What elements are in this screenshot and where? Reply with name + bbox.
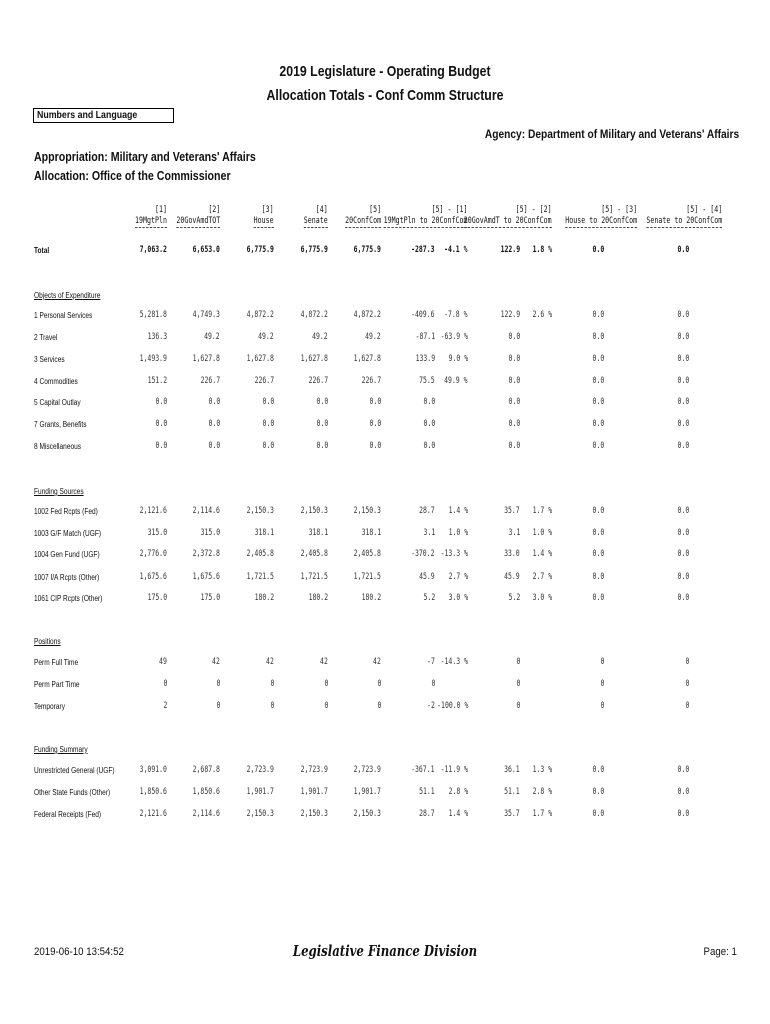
table-cell: -11.9 % <box>440 765 468 775</box>
table-cell: 0.0 <box>316 397 328 407</box>
table-cell: 1.4 % <box>532 549 552 559</box>
column-header-number: [5] <box>369 205 381 215</box>
table-cell: 2,687.8 <box>192 765 220 775</box>
table-cell: 1.7 % <box>532 809 552 819</box>
table-cell: 0.0 <box>592 765 604 775</box>
column-header <box>176 205 220 228</box>
table-cell: 51.1 <box>419 787 435 797</box>
agency-label: Agency: Department of Military and Veterans' Affairs <box>484 127 739 141</box>
table-cell: 0.0 <box>677 593 689 603</box>
table-cell: 0 <box>270 701 274 711</box>
table-cell: 0.0 <box>508 376 520 386</box>
table-cell: 49.2 <box>204 332 220 342</box>
table-cell: 180.2 <box>308 593 328 603</box>
row-label: Perm Full Time <box>34 658 79 667</box>
row-label: Temporary <box>34 702 65 711</box>
row-label: 1004 Gen Fund (UGF) <box>34 550 100 559</box>
table-cell: 0.0 <box>316 419 328 429</box>
table-cell: 0.0 <box>208 441 220 451</box>
table-cell: 42 <box>266 657 274 667</box>
section-heading: Positions <box>34 637 61 646</box>
table-cell: 0.0 <box>262 441 274 451</box>
table-cell: 2,150.3 <box>353 809 381 819</box>
table-cell: 1,901.7 <box>246 787 274 797</box>
table-cell: 226.7 <box>254 376 274 386</box>
table-cell: 0.0 <box>677 765 689 775</box>
table-cell: 0.0 <box>677 397 689 407</box>
table-cell: -367.1 <box>411 765 435 775</box>
table-cell: 1,627.8 <box>353 354 381 364</box>
table-cell: 0.0 <box>592 528 604 538</box>
column-header-name: 19MgtPln <box>135 216 167 226</box>
row-label: Unrestricted General (UGF) <box>34 766 115 775</box>
table-cell: 0.0 <box>508 419 520 429</box>
table-cell: 0 <box>600 679 604 689</box>
table-cell: 1,850.6 <box>192 787 220 797</box>
table-cell: 3.0 % <box>448 593 468 603</box>
table-cell: 1.4 % <box>448 506 468 516</box>
column-header <box>383 205 467 228</box>
table-cell: -7 <box>427 657 435 667</box>
table-cell: 9.0 % <box>448 354 468 364</box>
table-cell: 318.1 <box>254 528 274 538</box>
table-cell: 28.7 <box>419 506 435 516</box>
table-cell: 0 <box>216 701 220 711</box>
table-cell: 226.7 <box>200 376 220 386</box>
table-cell: 5.2 <box>423 593 435 603</box>
row-label: 3 Services <box>34 355 65 364</box>
table-cell: 3.1 <box>423 528 435 538</box>
table-cell: -13.3 % <box>440 549 468 559</box>
table-cell: 0.0 <box>592 354 604 364</box>
table-cell: 0.0 <box>592 376 604 386</box>
table-cell: 4,872.2 <box>300 310 328 320</box>
table-cell: 49.2 <box>312 332 328 342</box>
table-cell: 0 <box>685 679 689 689</box>
table-cell: 1,493.9 <box>139 354 167 364</box>
table-cell: -14.3 % <box>440 657 468 667</box>
table-cell: 4,749.3 <box>192 310 220 320</box>
table-cell: 0 <box>324 679 328 689</box>
table-cell: 0 <box>431 679 435 689</box>
table-cell: 51.1 <box>504 787 520 797</box>
column-header <box>565 205 637 228</box>
table-cell: 0.0 <box>155 419 167 429</box>
row-label: 5 Capital Outlay <box>34 398 81 407</box>
table-cell: 75.5 <box>419 376 435 386</box>
table-cell: 7,063.2 <box>139 245 167 255</box>
table-cell: 1,675.6 <box>139 572 167 582</box>
table-cell: 5.2 <box>508 593 520 603</box>
table-cell: 0 <box>377 701 381 711</box>
table-cell: 0.0 <box>155 441 167 451</box>
table-cell: 0 <box>270 679 274 689</box>
column-header-number: [5] - [1] <box>431 205 467 215</box>
table-cell: 49.2 <box>258 332 274 342</box>
column-header-number: [5] - [2] <box>516 205 552 215</box>
table-cell: 6,653.0 <box>192 245 220 255</box>
table-cell: 0 <box>516 679 520 689</box>
table-cell: 6,775.9 <box>246 245 274 255</box>
table-cell: 0.0 <box>592 572 604 582</box>
table-cell: 2.7 % <box>532 572 552 582</box>
table-cell: 4,872.2 <box>353 310 381 320</box>
table-cell: 0.0 <box>262 419 274 429</box>
table-cell: -87.1 <box>415 332 435 342</box>
table-cell: 2,121.6 <box>139 506 167 516</box>
table-cell: 2,150.3 <box>246 809 274 819</box>
column-header-name: House <box>254 216 274 226</box>
table-cell: 28.7 <box>419 809 435 819</box>
section-heading: Funding Sources <box>34 487 84 496</box>
table-cell: 1,721.5 <box>300 572 328 582</box>
table-cell: 2,114.6 <box>192 506 220 516</box>
table-cell: 2,405.8 <box>246 549 274 559</box>
table-cell: 0.0 <box>677 332 689 342</box>
table-cell: 0.0 <box>677 572 689 582</box>
row-label: 4 Commodities <box>34 377 78 386</box>
table-cell: 2,150.3 <box>353 506 381 516</box>
column-header-number: [1] <box>155 205 167 215</box>
table-cell: 1,721.5 <box>246 572 274 582</box>
table-cell: 1,901.7 <box>353 787 381 797</box>
table-cell: 180.2 <box>254 593 274 603</box>
table-cell: 1,721.5 <box>353 572 381 582</box>
column-header-name: House to 20ConfCom <box>565 216 637 226</box>
table-cell: 2,405.8 <box>353 549 381 559</box>
table-cell: 2 <box>163 701 167 711</box>
section-heading: Funding Summary <box>34 745 88 754</box>
column-header-number: [3] <box>262 205 274 215</box>
table-cell: 0.0 <box>592 310 604 320</box>
table-cell: 2,776.0 <box>139 549 167 559</box>
table-cell: -370.2 <box>411 549 435 559</box>
box-label: Numbers and Language <box>37 110 138 121</box>
table-cell: -63.9 % <box>440 332 468 342</box>
table-cell: 0.0 <box>592 809 604 819</box>
table-cell: 1.8 % <box>532 245 552 255</box>
column-header-name: 20GovAmdTOT <box>176 216 220 226</box>
table-cell: -409.6 <box>411 310 435 320</box>
table-cell: 45.9 <box>419 572 435 582</box>
table-cell: -2 <box>427 701 435 711</box>
table-cell: 42 <box>212 657 220 667</box>
table-cell: 0.0 <box>677 245 689 255</box>
table-cell: -4.1 % <box>444 245 468 255</box>
column-header-name: 20ConfCom <box>345 216 381 226</box>
row-label: 2 Travel <box>34 333 58 342</box>
table-cell: 0 <box>600 657 604 667</box>
table-cell: 0.0 <box>508 397 520 407</box>
column-header <box>646 205 722 228</box>
table-cell: 0.0 <box>592 441 604 451</box>
table-cell: 1.0 % <box>532 528 552 538</box>
table-cell: 5,281.8 <box>139 310 167 320</box>
table-cell: 49 <box>159 657 167 667</box>
table-cell: 0.0 <box>677 506 689 516</box>
column-header-number: [4] <box>316 205 328 215</box>
section-heading: Objects of Expenditure <box>34 291 101 300</box>
table-cell: 42 <box>320 657 328 667</box>
table-cell: 0.0 <box>677 549 689 559</box>
column-header <box>304 205 328 228</box>
table-cell: 318.1 <box>361 528 381 538</box>
column-header-number: [5] - [4] <box>686 205 722 215</box>
table-cell: 0 <box>216 679 220 689</box>
table-cell: 1.4 % <box>448 809 468 819</box>
table-cell: 1,675.6 <box>192 572 220 582</box>
table-cell: 2,150.3 <box>300 809 328 819</box>
column-header <box>345 205 381 228</box>
table-cell: 0.0 <box>423 441 435 451</box>
table-cell: 0.0 <box>592 397 604 407</box>
table-cell: 49.9 % <box>444 376 468 386</box>
table-cell: 2,723.9 <box>353 765 381 775</box>
numbers-language-box <box>33 108 174 123</box>
table-cell: 1,627.8 <box>246 354 274 364</box>
table-cell: 2.8 % <box>448 787 468 797</box>
table-cell: 226.7 <box>308 376 328 386</box>
appropriation-label: Appropriation: Military and Veterans' Affairs <box>34 150 256 164</box>
table-cell: 3.0 % <box>532 593 552 603</box>
row-label: Perm Part Time <box>34 680 80 689</box>
table-cell: 2.7 % <box>448 572 468 582</box>
table-cell: 0.0 <box>677 809 689 819</box>
row-label: 1061 CIP Rcpts (Other) <box>34 594 103 603</box>
table-cell: 0.0 <box>592 787 604 797</box>
table-cell: 1.7 % <box>532 506 552 516</box>
column-header <box>254 205 274 228</box>
table-cell: 35.7 <box>504 506 520 516</box>
table-cell: 175.0 <box>147 593 167 603</box>
table-cell: 315.0 <box>200 528 220 538</box>
allocation-label: Allocation: Office of the Commissioner <box>34 169 231 183</box>
table-cell: 0.0 <box>677 376 689 386</box>
row-label: 8 Miscellaneous <box>34 442 82 451</box>
row-label: Federal Receipts (Fed) <box>34 810 102 819</box>
column-header-name: 19MgtPln to 20ConfCom <box>383 216 467 226</box>
table-cell: 0 <box>600 701 604 711</box>
table-cell: 2.8 % <box>532 787 552 797</box>
table-cell: 0.0 <box>592 245 604 255</box>
column-header <box>464 205 552 228</box>
table-cell: 1,627.8 <box>192 354 220 364</box>
table-cell: 2.6 % <box>532 310 552 320</box>
table-cell: 3.1 <box>508 528 520 538</box>
table-cell: 45.9 <box>504 572 520 582</box>
table-cell: 0 <box>516 657 520 667</box>
table-cell: 151.2 <box>147 376 167 386</box>
table-cell: 1,850.6 <box>139 787 167 797</box>
table-cell: 0.0 <box>423 397 435 407</box>
table-cell: 2,405.8 <box>300 549 328 559</box>
table-cell: 0.0 <box>677 528 689 538</box>
table-cell: 3,091.0 <box>139 765 167 775</box>
column-header-number: [5] - [3] <box>601 205 637 215</box>
row-label: Other State Funds (Other) <box>34 788 111 797</box>
row-label: 1003 G/F Match (UGF) <box>34 529 102 538</box>
table-cell: 0.0 <box>369 397 381 407</box>
table-cell: 175.0 <box>200 593 220 603</box>
table-cell: 180.2 <box>361 593 381 603</box>
row-label: 1002 Fed Rcpts (Fed) <box>34 507 98 516</box>
report-subtitle: Allocation Totals - Conf Comm Structure <box>266 87 504 104</box>
row-label: 1007 I/A Rcpts (Other) <box>34 573 100 582</box>
table-cell: 0.0 <box>592 549 604 559</box>
column-header-name: Senate <box>304 216 328 226</box>
table-cell: -287.3 <box>411 245 435 255</box>
table-cell: 1.0 % <box>448 528 468 538</box>
table-cell: 0 <box>324 701 328 711</box>
table-cell: 42 <box>373 657 381 667</box>
table-cell: 0.0 <box>369 419 381 429</box>
column-header-name: 20GovAmdT to 20ConfCom <box>464 216 552 226</box>
table-cell: 49.2 <box>365 332 381 342</box>
table-cell: 2,150.3 <box>246 506 274 516</box>
table-cell: 0.0 <box>262 397 274 407</box>
table-cell: 2,723.9 <box>300 765 328 775</box>
table-cell: 33.0 <box>504 549 520 559</box>
footer-timestamp: 2019-06-10 13:54:52 <box>34 946 124 958</box>
table-cell: 122.9 <box>500 245 520 255</box>
table-cell: 0.0 <box>677 310 689 320</box>
table-cell: 0.0 <box>423 419 435 429</box>
column-header <box>135 205 167 228</box>
table-cell: 0.0 <box>155 397 167 407</box>
table-cell: 0.0 <box>677 787 689 797</box>
table-cell: 1.3 % <box>532 765 552 775</box>
table-cell: 226.7 <box>361 376 381 386</box>
table-cell: 36.1 <box>504 765 520 775</box>
table-cell: 136.3 <box>147 332 167 342</box>
table-cell: 315.0 <box>147 528 167 538</box>
table-cell: 0.0 <box>592 506 604 516</box>
table-cell: 0.0 <box>508 354 520 364</box>
table-cell: 0.0 <box>592 593 604 603</box>
column-header-number: [2] <box>208 205 220 215</box>
table-cell: -100.0 % <box>436 701 468 711</box>
row-label: 1 Personal Services <box>34 311 93 320</box>
table-cell: 0.0 <box>316 441 328 451</box>
footer-division: Legislative Finance Division <box>292 942 478 960</box>
table-cell: 0.0 <box>508 332 520 342</box>
table-cell: 122.9 <box>500 310 520 320</box>
table-cell: 0.0 <box>592 419 604 429</box>
table-cell: 0.0 <box>677 441 689 451</box>
table-cell: 0 <box>516 701 520 711</box>
table-cell: 35.7 <box>504 809 520 819</box>
table-cell: 2,723.9 <box>246 765 274 775</box>
table-cell: 318.1 <box>308 528 328 538</box>
row-label: 7 Grants, Benefits <box>34 420 87 429</box>
column-header-name: Senate to 20ConfCom <box>646 216 722 226</box>
row-label: Total <box>34 246 50 255</box>
table-cell: 1,901.7 <box>300 787 328 797</box>
table-cell: 0.0 <box>508 441 520 451</box>
table-cell: 6,775.9 <box>353 245 381 255</box>
table-cell: 0.0 <box>677 354 689 364</box>
table-cell: 0.0 <box>677 419 689 429</box>
table-cell: 0 <box>685 701 689 711</box>
table-cell: 0.0 <box>592 332 604 342</box>
table-cell: 1,627.8 <box>300 354 328 364</box>
table-cell: 2,114.6 <box>192 809 220 819</box>
table-cell: 0 <box>377 679 381 689</box>
table-cell: 2,121.6 <box>139 809 167 819</box>
table-cell: 0.0 <box>208 419 220 429</box>
table-cell: 0.0 <box>208 397 220 407</box>
table-cell: 0 <box>163 679 167 689</box>
table-cell: 6,775.9 <box>300 245 328 255</box>
table-cell: -7.8 % <box>444 310 468 320</box>
report-title: 2019 Legislature - Operating Budget <box>279 63 491 80</box>
table-cell: 2,150.3 <box>300 506 328 516</box>
table-cell: 0.0 <box>369 441 381 451</box>
table-cell: 133.9 <box>415 354 435 364</box>
footer-page-number: Page: 1 <box>703 946 737 958</box>
table-cell: 0 <box>685 657 689 667</box>
table-cell: 4,872.2 <box>246 310 274 320</box>
table-cell: 2,372.8 <box>192 549 220 559</box>
